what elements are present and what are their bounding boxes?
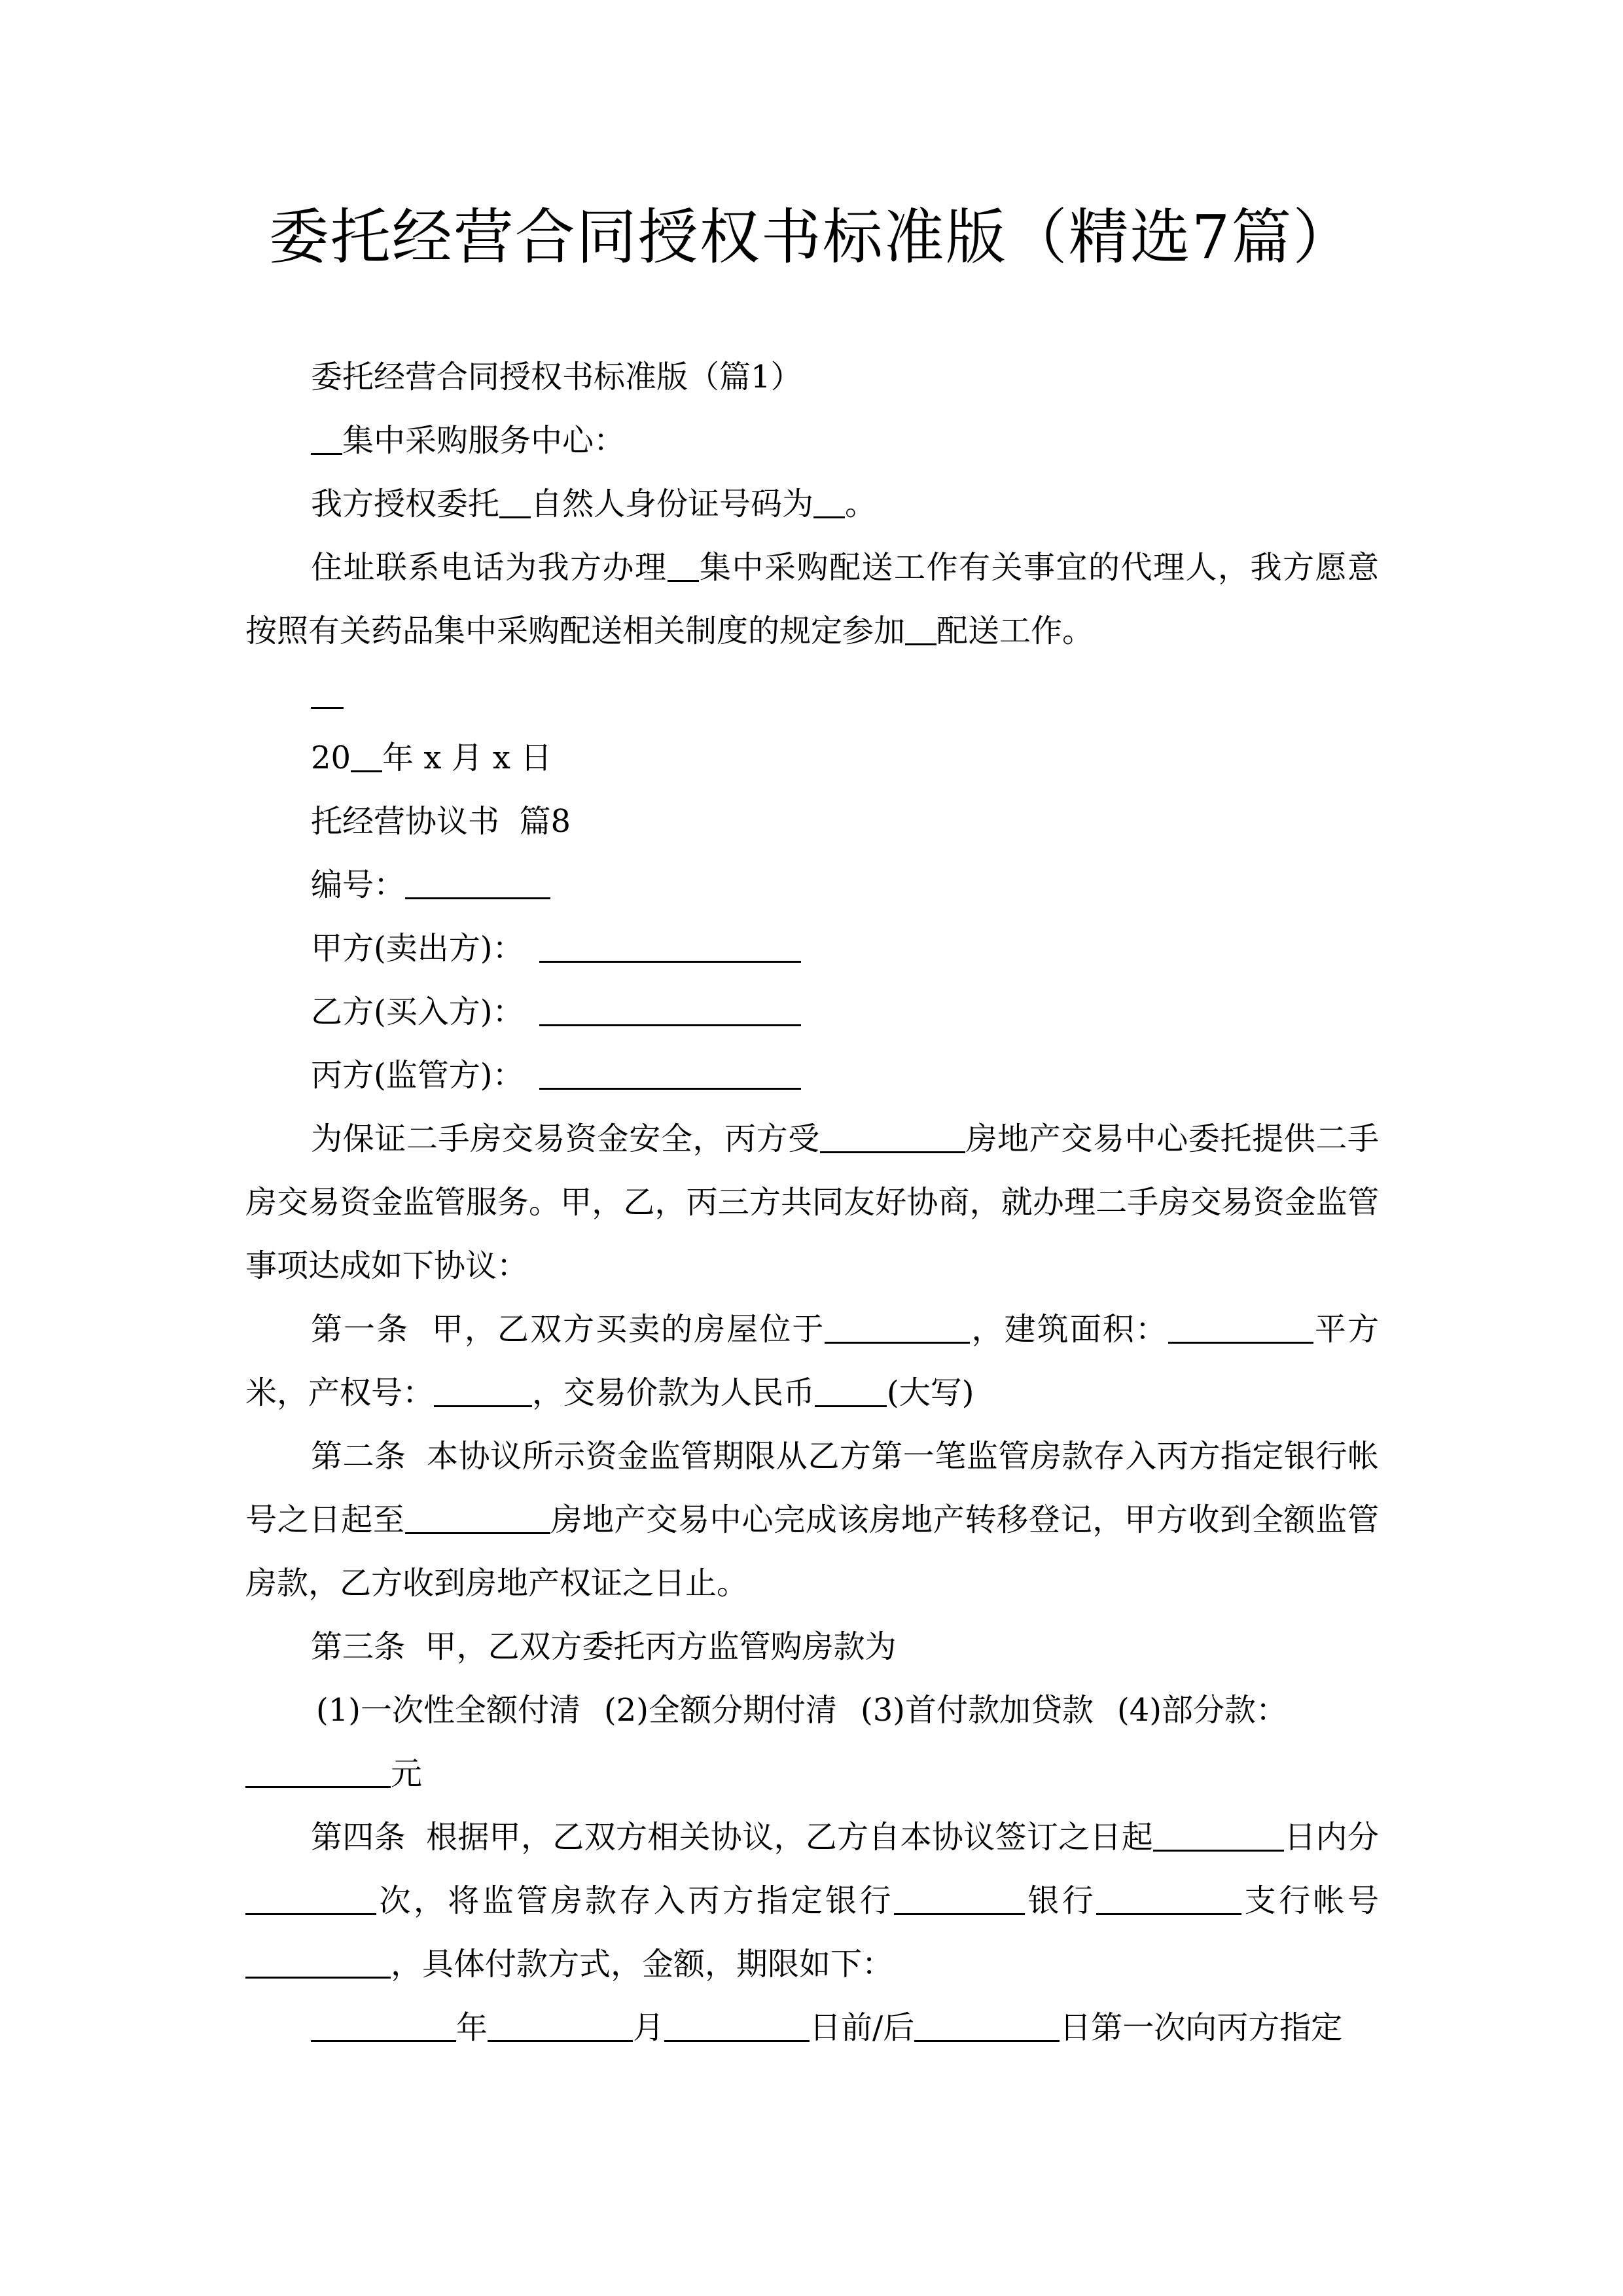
- section-heading-text: 委托经营合同授权书标准版（篇1）: [311, 359, 802, 395]
- text: 第四条 根据甲，乙双方相关协议，乙方自本协议签订之日起: [311, 1819, 1154, 1856]
- text: 支行帐号: [1241, 1882, 1379, 1919]
- text: 我方授权委托: [311, 486, 500, 522]
- option-2[interactable]: (2)全额分期付清: [604, 1692, 837, 1729]
- text: 次，将监管房款存入丙方指定银行: [376, 1882, 894, 1919]
- price-field[interactable]: [815, 1374, 887, 1407]
- text: 集中采购配送工作有关事宜的代理人，我方愿意按照有关药品集中采购配送相关制度的规定参加: [245, 549, 1379, 649]
- party-c-field[interactable]: [539, 1056, 801, 1090]
- blank-field[interactable]: [668, 548, 699, 582]
- authorization-line: [245, 473, 1379, 536]
- text: 第一条 甲，乙双方买卖的房屋位于: [311, 1311, 825, 1348]
- text: 日第一次向丙方指定: [1060, 2009, 1343, 2046]
- blank-field[interactable]: [311, 422, 342, 455]
- text: 房地产交易中心完成该房地产转移登记，甲方收到全额监管房款，乙方收到房地产权证之日止。: [245, 1501, 1379, 1602]
- unit-text: 元: [391, 1755, 423, 1792]
- intro-paragraph: [245, 1107, 1379, 1298]
- text: 配送工作。: [936, 613, 1094, 649]
- account-field[interactable]: [245, 1945, 391, 1979]
- year-field[interactable]: [311, 2009, 456, 2042]
- days-field[interactable]: [1153, 1818, 1284, 1852]
- section-heading-text: 托经营协议书 篇8: [311, 803, 571, 840]
- text: (大写): [887, 1374, 974, 1411]
- text: 住址联系电话为我方办理: [311, 549, 668, 586]
- agent-paragraph: [245, 536, 1379, 663]
- number-label: 编号：: [311, 867, 406, 903]
- section-heading-1: [245, 346, 1379, 409]
- branch-field[interactable]: [1096, 1882, 1241, 1915]
- blank-field[interactable]: [405, 1501, 550, 1534]
- option-3[interactable]: (3)首付款加贷款: [861, 1692, 1094, 1729]
- text: 20: [311, 740, 351, 776]
- option-4[interactable]: (4)部分款：: [1117, 1692, 1287, 1729]
- party-a-label: 甲方(卖出方)：: [311, 930, 524, 967]
- party-b-label: 乙方(买入方)：: [311, 994, 524, 1030]
- document-title: 委托经营合同授权书标准版（精选7篇）: [268, 202, 1355, 272]
- text: 年 x 月 x 日: [382, 740, 552, 776]
- day-field-2[interactable]: [914, 2009, 1060, 2042]
- addressee-text: 集中采购服务中心：: [342, 422, 626, 459]
- blank-field[interactable]: [351, 739, 382, 772]
- article-4: [245, 1806, 1379, 1996]
- party-c-label: 丙方(监管方)：: [311, 1057, 524, 1094]
- text: 月: [633, 2009, 665, 2046]
- area-field[interactable]: [1168, 1310, 1313, 1344]
- installments-field[interactable]: [245, 1882, 376, 1915]
- blank-field[interactable]: [820, 1120, 965, 1153]
- bank-field[interactable]: [894, 1882, 1025, 1915]
- payment-schedule-line: [245, 1996, 1379, 2060]
- blank-field[interactable]: [905, 612, 936, 645]
- option-1[interactable]: (1)一次性全额付清: [316, 1692, 580, 1729]
- month-field[interactable]: [488, 2009, 633, 2042]
- text: 房地产交易中心委托提供二手房交易资金监管服务。甲，乙，丙三方共同友好协商，就办理二手房交易资金监管事项达成如下协议：: [245, 1121, 1379, 1284]
- article-3: [245, 1615, 1379, 1679]
- text: 第三条 甲，乙双方委托丙方监管购房款为: [311, 1628, 897, 1665]
- text: 日前/后: [810, 2009, 915, 2046]
- blank-field[interactable]: [499, 485, 531, 518]
- payment-options: [245, 1679, 1379, 1806]
- text: 第二条 本协议所示资金监管期限从乙方第一笔监管房款存入丙方指定银行帐号之日起至: [245, 1438, 1379, 1538]
- title-number-field[interactable]: [434, 1374, 532, 1407]
- text: 年: [456, 2009, 488, 2046]
- text: 日内分: [1284, 1819, 1379, 1856]
- text: ，具体付款方式，金额，期限如下：: [391, 1946, 894, 1982]
- number-line: [245, 853, 1379, 917]
- signature-blank[interactable]: [311, 675, 344, 709]
- text: ，建筑面积：: [970, 1311, 1168, 1348]
- text: 为保证二手房交易资金安全，丙方受: [311, 1121, 820, 1157]
- date-line: [245, 726, 1379, 790]
- article-1: [245, 1298, 1379, 1425]
- text: 平方米，产权号：: [245, 1311, 1379, 1411]
- article-2: [245, 1425, 1379, 1615]
- partial-amount-field[interactable]: [245, 1755, 391, 1788]
- text: ，交易价款为人民币: [532, 1374, 815, 1411]
- party-c-line: [245, 1044, 1379, 1107]
- party-a-field[interactable]: [539, 929, 801, 963]
- document-body: [245, 346, 1379, 2060]
- section-heading-8: [245, 790, 1379, 853]
- text: 自然人身份证号码为: [531, 486, 814, 522]
- addressee-line: [245, 409, 1379, 473]
- text: 银行: [1024, 1882, 1097, 1919]
- party-b-field[interactable]: [539, 993, 801, 1026]
- party-a-line: [245, 917, 1379, 980]
- blank-field[interactable]: [813, 485, 845, 518]
- signature-blank-line: [245, 663, 1379, 726]
- day-field[interactable]: [664, 2009, 810, 2042]
- text: 。: [845, 486, 877, 522]
- number-field[interactable]: [405, 866, 550, 899]
- location-field[interactable]: [825, 1310, 970, 1344]
- party-b-line: [245, 980, 1379, 1044]
